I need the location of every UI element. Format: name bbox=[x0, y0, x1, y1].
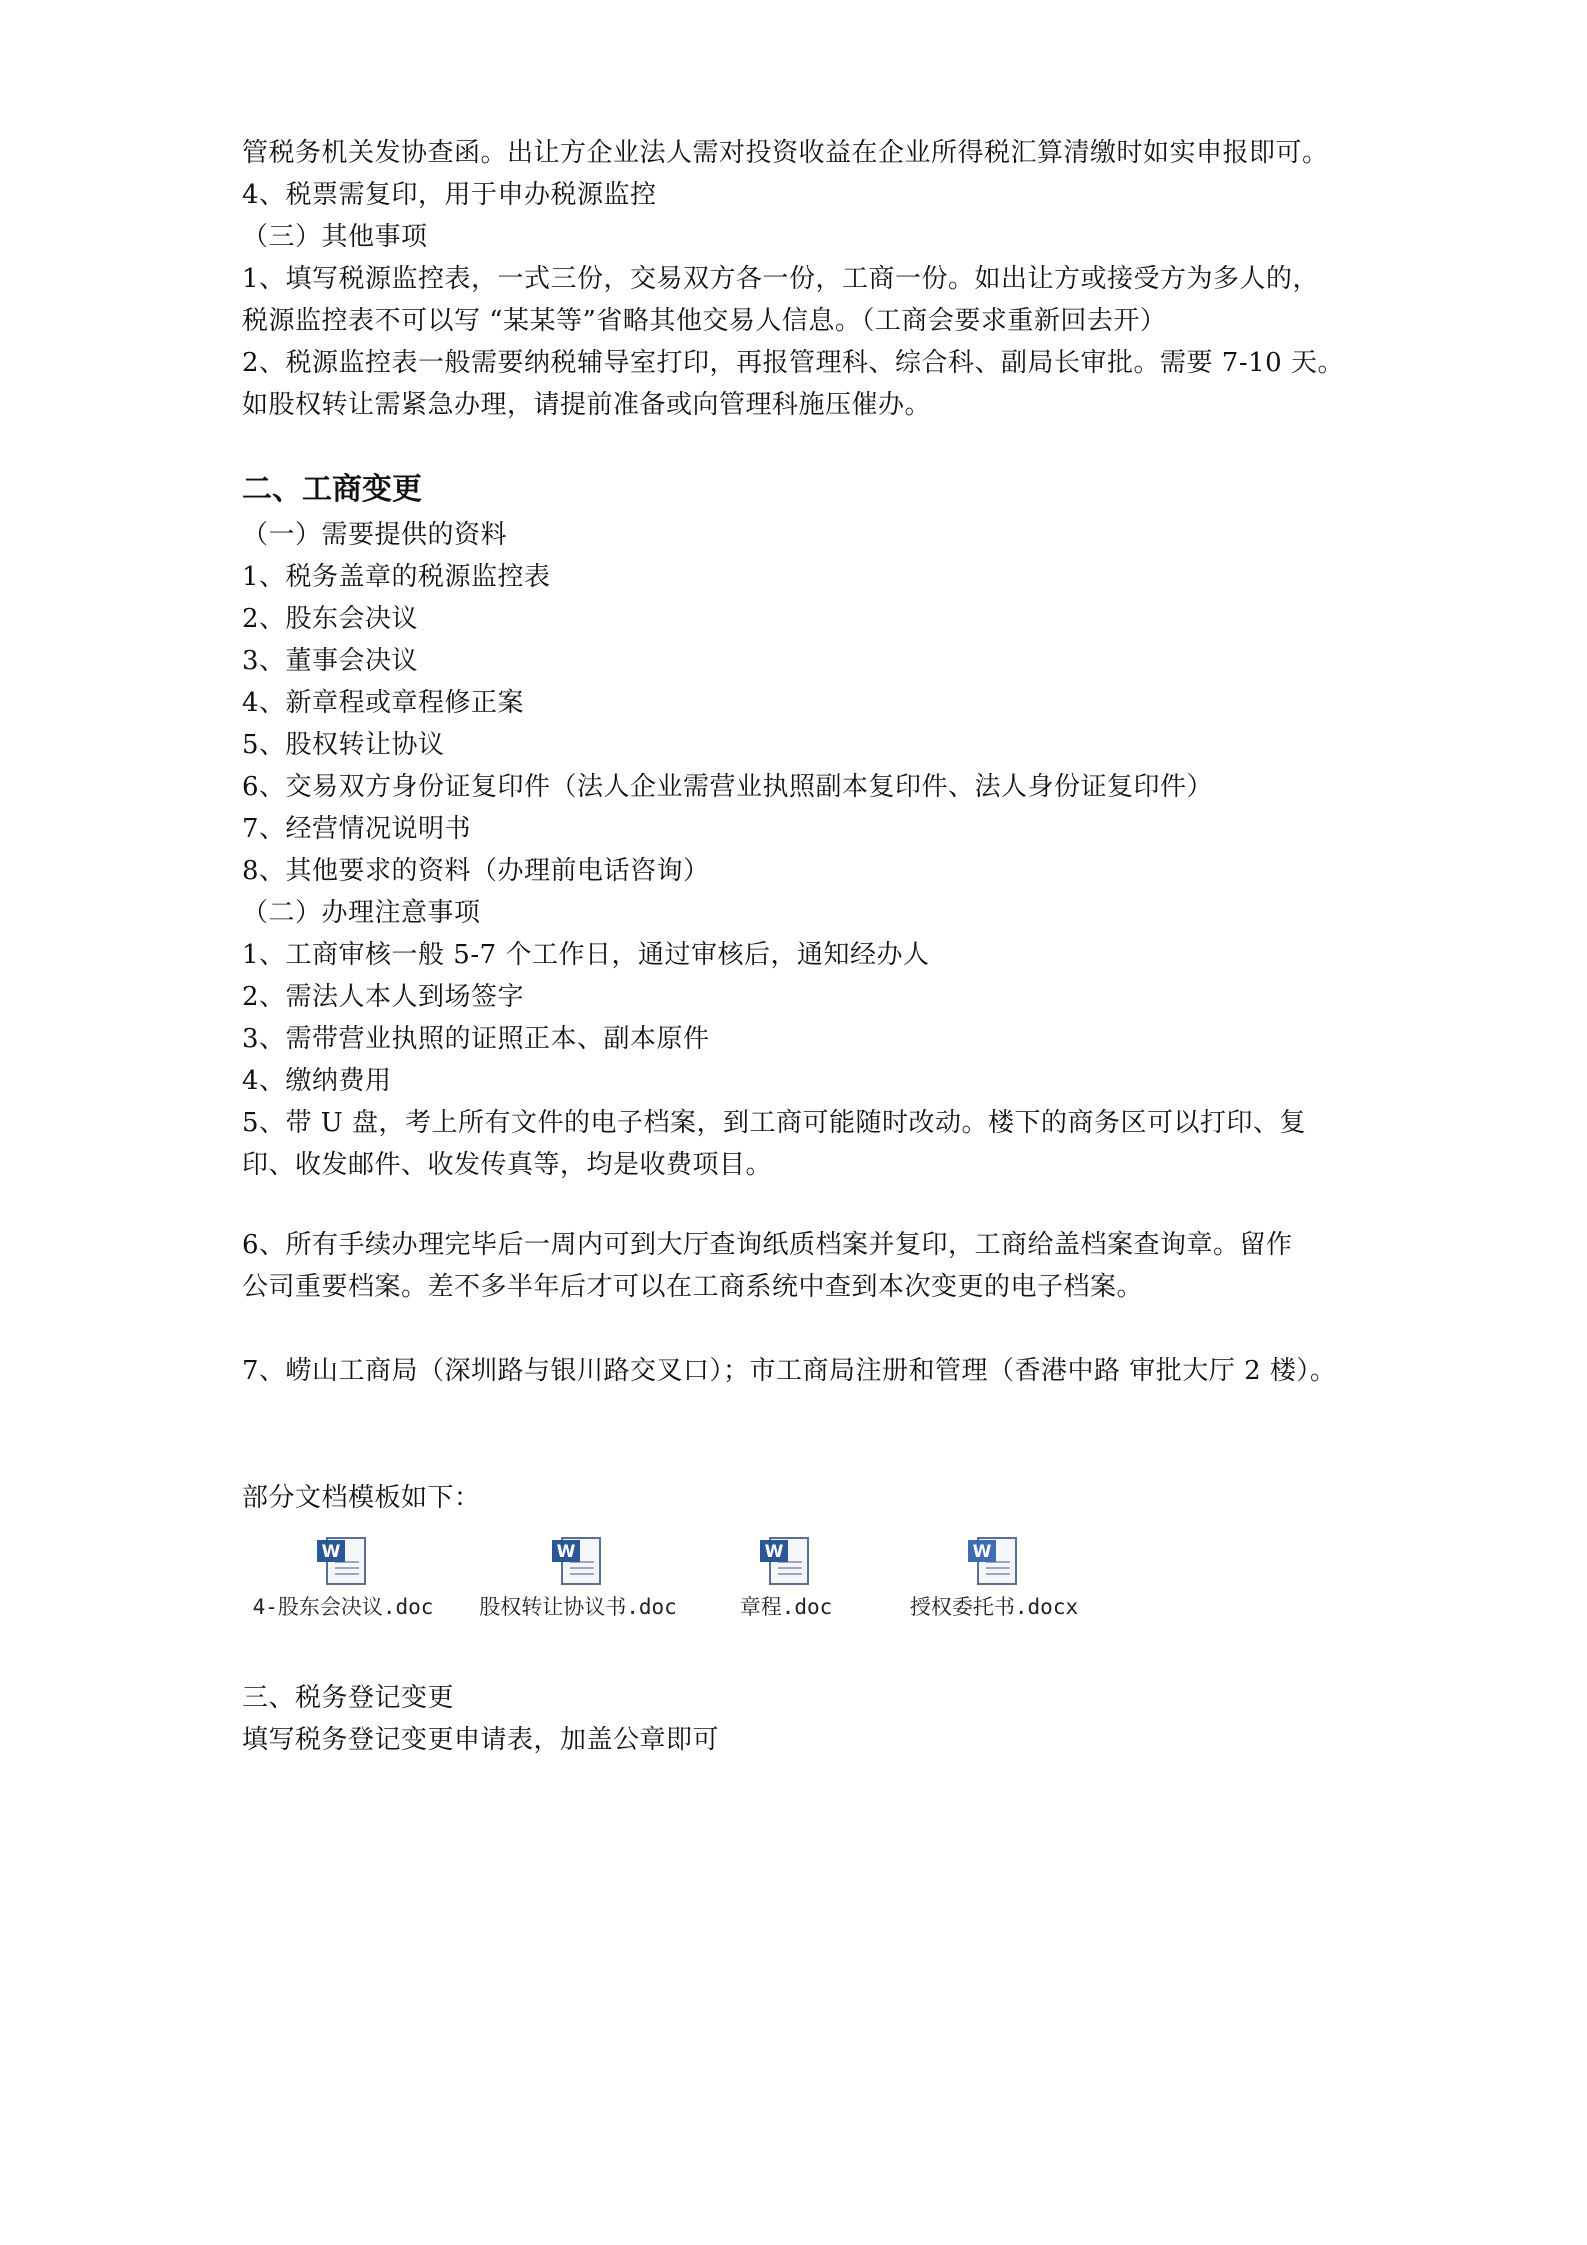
section3-line: 填写税务登记变更申请表，加盖公章即可 bbox=[242, 1725, 720, 1755]
other-matters-line: 税源监控表不可以写 “某某等”省略其他交易人信息。（工商会要求重新回去开） bbox=[242, 306, 1167, 336]
materials-item: 6、交易双方身份证复印件（法人企业需营业执照副本复印件、法人身份证复印件） bbox=[242, 772, 1214, 802]
intro-line: 4、税票需复印，用于申办税源监控 bbox=[242, 180, 657, 210]
other-matters-line: 1、填写税源监控表，一式三份，交易双方各一份，工商一份。如出让方或接受方为多人的， bbox=[242, 264, 1320, 294]
notes-item: 2、需法人本人到场签字 bbox=[242, 982, 525, 1012]
attachment-name: 股权转让协议书.doc bbox=[479, 1595, 677, 1619]
materials-item: 1、税务盖章的税源监控表 bbox=[242, 562, 551, 592]
word-document-icon bbox=[548, 1532, 608, 1592]
other-matters-line: 2、税源监控表一般需要纳税辅导室打印，再报管理科、综合科、副局长审批。需要 7-10 天。 bbox=[242, 348, 1344, 378]
notes-heading: （二）办理注意事项 bbox=[242, 898, 481, 928]
attachments-row bbox=[0, 1532, 1587, 1662]
section2-block bbox=[242, 466, 1362, 1186]
attachment-item[interactable] bbox=[676, 1532, 896, 1620]
templates-intro-block bbox=[242, 1477, 1362, 1519]
svg-text:W: W bbox=[321, 1542, 341, 1562]
section3-title: 三、税务登记变更 bbox=[242, 1683, 455, 1713]
attachment-item[interactable] bbox=[884, 1532, 1104, 1620]
notes-item: 印、收发邮件、收发传真等，均是收费项目。 bbox=[242, 1150, 773, 1180]
intro-line: 管税务机关发协查函。出让方企业法人需对投资收益在企业所得税汇算清缴时如实申报即可。 bbox=[242, 138, 1329, 168]
note7-block bbox=[242, 1350, 1362, 1392]
other-matters-heading: （三）其他事项 bbox=[242, 222, 428, 252]
attachment-name: 章程.doc bbox=[739, 1595, 833, 1619]
word-document-icon bbox=[964, 1532, 1024, 1592]
attachment-name: 4-股东会决议.doc bbox=[252, 1595, 434, 1619]
notes-item: 3、需带营业执照的证照正本、副本原件 bbox=[242, 1024, 710, 1054]
notes-item: 1、工商审核一般 5-7 个工作日，通过审核后，通知经办人 bbox=[242, 940, 930, 970]
materials-heading: （一）需要提供的资料 bbox=[242, 520, 508, 550]
materials-item: 2、股东会决议 bbox=[242, 604, 419, 634]
materials-item: 4、新章程或章程修正案 bbox=[242, 688, 525, 718]
templates-intro: 部分文档模板如下： bbox=[242, 1483, 481, 1513]
materials-item: 3、董事会决议 bbox=[242, 646, 419, 676]
word-document-icon bbox=[313, 1532, 373, 1592]
note6-line: 6、所有手续办理完毕后一周内可到大厅查询纸质档案并复印，工商给盖档案查询章。留作 bbox=[242, 1230, 1293, 1260]
notes-item: 4、缴纳费用 bbox=[242, 1066, 392, 1096]
note6-block bbox=[242, 1224, 1362, 1308]
svg-text:W: W bbox=[556, 1542, 576, 1562]
materials-item: 5、股权转让协议 bbox=[242, 730, 445, 760]
other-matters-line: 如股权转让需紧急办理，请提前准备或向管理科施压催办。 bbox=[242, 390, 932, 420]
note7-line: 7、崂山工商局（深圳路与银川路交叉口）；市工商局注册和管理（香港中路 审批大厅 2 楼）。 bbox=[242, 1356, 1337, 1386]
materials-item: 7、经营情况说明书 bbox=[242, 814, 472, 844]
svg-text:W: W bbox=[764, 1542, 784, 1562]
attachment-item[interactable] bbox=[468, 1532, 688, 1620]
attachment-item[interactable] bbox=[233, 1532, 453, 1620]
other-matters-block bbox=[242, 216, 1362, 426]
intro-block bbox=[242, 132, 1362, 216]
materials-item: 8、其他要求的资料（办理前电话咨询） bbox=[242, 856, 710, 886]
word-document-icon bbox=[756, 1532, 816, 1592]
svg-text:W: W bbox=[972, 1542, 992, 1562]
notes-item: 5、带 U 盘，考上所有文件的电子档案，到工商可能随时改动。楼下的商务区可以打印、复 bbox=[242, 1108, 1306, 1138]
section2-title: 二、工商变更 bbox=[242, 472, 422, 507]
section3-block bbox=[242, 1677, 1362, 1761]
note6-line: 公司重要档案。差不多半年后才可以在工商系统中查到本次变更的电子档案。 bbox=[242, 1272, 1144, 1302]
attachment-name: 授权委托书.docx bbox=[909, 1595, 1079, 1619]
